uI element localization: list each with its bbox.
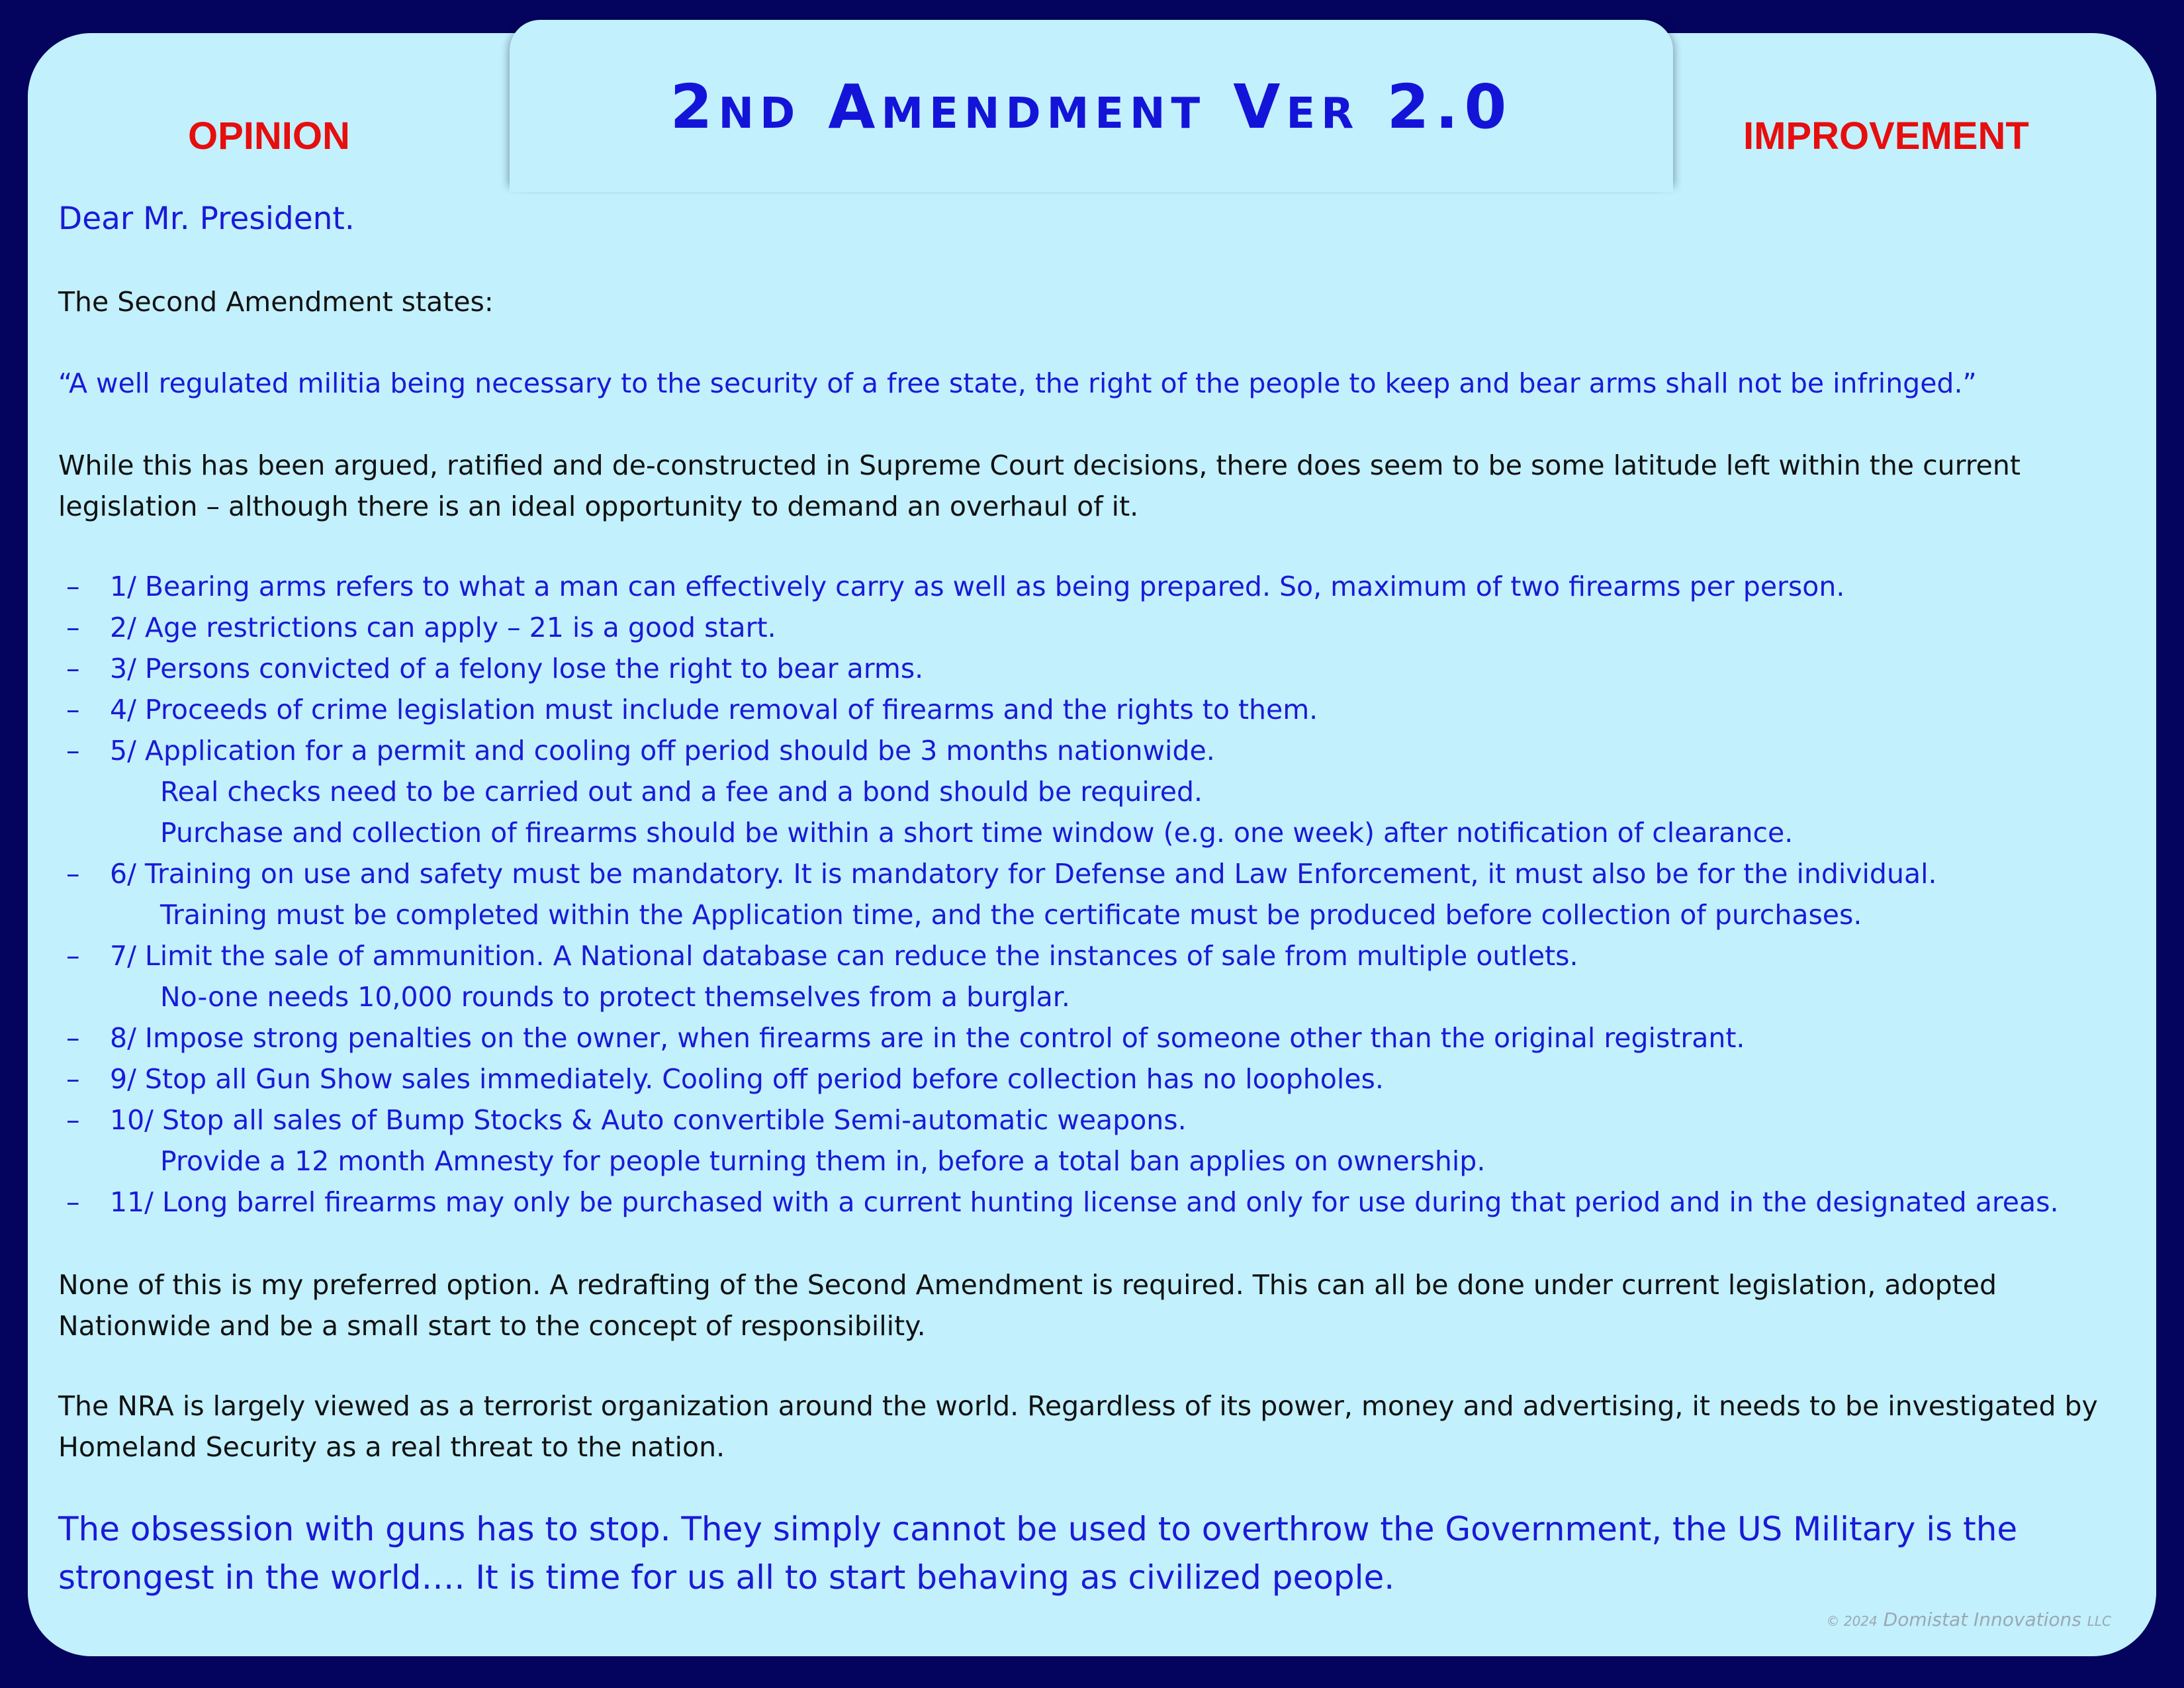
- copyright-notice: [1826, 1609, 2111, 1630]
- list-item-text: 4/ Proceeds of crime legislation must include removal of firearms and the rights to them.: [110, 694, 1318, 726]
- list-dash: –: [66, 940, 80, 972]
- nra-paragraph: The NRA is largely viewed as a terrorist organization around the world. Regardless of its power, money and advertising, it needs to be investigated by Homeland Security as a real threat to the nation.: [58, 1390, 2098, 1463]
- list-item-text: 11/ Long barrel firearms may only be purchased with a current hunting license and only for use during that period and in the designated areas.: [110, 1186, 2059, 1218]
- list-item: [66, 566, 2118, 607]
- company-name: Domistat Innovations: [1883, 1609, 2081, 1630]
- company-suffix: LLC: [2087, 1613, 2111, 1629]
- closing-statement: The obsession with guns has to stop. They simply cannot be used to overthrow the Government, the US Military is the strongest in the world…. It is time for us all to start behaving as civilized people.: [58, 1510, 2018, 1597]
- page-title: 2nd Amendment Ver 2.0: [670, 71, 1513, 142]
- list-item-text: 1/ Bearing arms refers to what a man can effectively carry as well as being prepared. So, maximum of two firearms per person.: [110, 571, 1845, 602]
- proposal-list: [66, 566, 2118, 1223]
- list-item-subtext: No-one needs 10,000 rounds to protect themselves from a burglar.: [160, 981, 1070, 1013]
- list-item-text: 8/ Impose strong penalties on the owner, when firearms are in the control of someone other than the original registrant.: [110, 1022, 1745, 1054]
- list-item-text: 7/ Limit the sale of ammunition. A National database can reduce the instances of sale from multiple outlets.: [110, 940, 1578, 972]
- list-item: [66, 689, 2118, 730]
- improvement-label: IMPROVEMENT: [1743, 115, 2029, 158]
- list-item: [66, 607, 2118, 648]
- list-item-text: 5/ Application for a permit and cooling off period should be 3 months nationwide.: [110, 735, 1215, 767]
- list-dash: –: [66, 612, 80, 643]
- list-item-subtext: Provide a 12 month Amnesty for people turning them in, before a total ban applies on ownership.: [160, 1145, 1486, 1177]
- opinion-label: OPINION: [188, 115, 350, 158]
- intro-text: The Second Amendment states:: [58, 286, 494, 318]
- context-paragraph: While this has been argued, ratified and de-constructed in Supreme Court decisions, there does seem to be some latitude left within the current legislation – although there is an ideal opportunity to demand an overhaul of it.: [58, 449, 2021, 522]
- amendment-quote: “A well regulated militia being necessary to the security of a free state, the right of the people to keep and bear arms shall not be infringed.”: [58, 367, 1977, 399]
- list-item: [66, 1100, 2118, 1182]
- list-item-subtext: Purchase and collection of firearms should be within a short time window (e.g. one week) after notification of clearance.: [160, 817, 1794, 849]
- list-item: [66, 1182, 2118, 1223]
- list-item: [66, 853, 2118, 935]
- list-item: [66, 935, 2118, 1017]
- salutation: Dear Mr. President.: [58, 201, 355, 237]
- list-dash: –: [66, 735, 80, 767]
- list-item-subtext: Training must be completed within the Application time, and the certificate must be produced before collection of purchases.: [160, 899, 1862, 931]
- list-dash: –: [66, 1063, 80, 1095]
- list-item: [66, 1058, 2118, 1100]
- list-dash: –: [66, 1022, 80, 1054]
- list-item-text: 9/ Stop all Gun Show sales immediately. Cooling off period before collection has no loopholes.: [110, 1063, 1384, 1095]
- list-dash: –: [66, 858, 80, 890]
- preference-paragraph: None of this is my preferred option. A redrafting of the Second Amendment is required. This can all be done under current legislation, adopted Nationwide and be a small start to the concept of responsibility.: [58, 1269, 1997, 1342]
- list-item-text: 2/ Age restrictions can apply – 21 is a good start.: [110, 612, 776, 643]
- list-dash: –: [66, 1104, 80, 1136]
- copyright-year: © 2024: [1826, 1613, 1878, 1629]
- list-dash: –: [66, 694, 80, 726]
- list-item-subtext: Real checks need to be carried out and a fee and a bond should be required.: [160, 776, 1203, 808]
- list-item: [66, 730, 2118, 853]
- list-item: [66, 648, 2118, 689]
- list-item-text: 6/ Training on use and safety must be mandatory. It is mandatory for Defense and Law Enforcement, it must also be for the individual.: [110, 858, 1937, 890]
- list-dash: –: [66, 653, 80, 684]
- list-item: [66, 1017, 2118, 1058]
- list-dash: –: [66, 571, 80, 602]
- list-dash: –: [66, 1186, 80, 1218]
- list-item-text: 3/ Persons convicted of a felony lose the right to bear arms.: [110, 653, 924, 684]
- list-item-text: 10/ Stop all sales of Bump Stocks & Auto convertible Semi-automatic weapons.: [110, 1104, 1187, 1136]
